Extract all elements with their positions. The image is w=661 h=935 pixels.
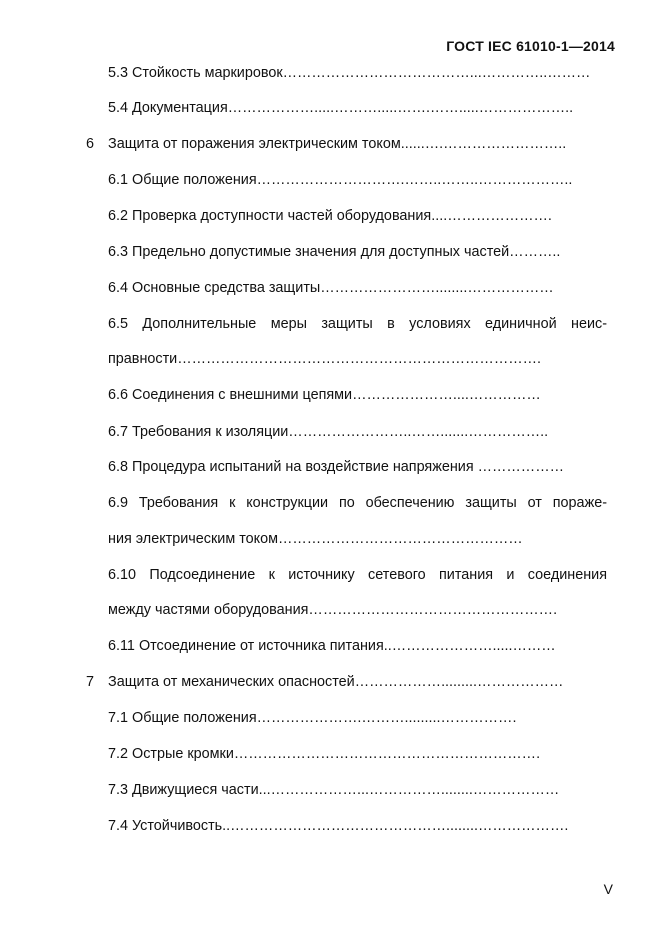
toc-entry-6-7: 6.7 Требования к изоляции……………………..…….......…………….. — [108, 424, 549, 440]
toc-entry-7-4: 7.4 Устойчивость..………………………………………........………………. — [108, 818, 569, 834]
toc-entry-6-11: 6.11 Отсоединение от источника питания..………………….....……… — [108, 638, 556, 654]
toc-entry-6-9: 6.9 Требования к конструкции по обеспечению защиты от пораже- — [108, 495, 607, 511]
toc-entry-7-3: 7.3 Движущиеся части...………………...……………........……………… — [108, 782, 560, 798]
toc-entry-7-2: 7.2 Острые кромки………………………………………………………. — [108, 746, 541, 762]
section-number: 7 — [86, 674, 95, 690]
toc-entry-7-1: 7.1 Общие положения………………….……….........……………. — [108, 710, 517, 726]
page-number: V — [603, 881, 613, 897]
toc-entry-5-3: 5.3 Стойкость маркировок…………………………………...…………..……… — [108, 65, 591, 81]
toc-entry-6-8: 6.8 Процедура испытаний на воздействие напряжения ……………… — [108, 459, 564, 475]
toc-entry-6-1: 6.1 Общие положения………………………….……..……..……………….. — [108, 172, 573, 188]
document-header: ГОСТ IEC 61010-1—2014 — [446, 38, 615, 54]
toc-entry-7 — [86, 673, 607, 691]
toc-entry-6-3: 6.3 Предельно допустимые значения для доступных частей……….. — [108, 244, 561, 260]
toc-entry-5-4: 5.4 Документация……………….....……….....…….…….....……………….. — [108, 100, 574, 116]
toc-entry-6-4: 6.4 Основные средства защиты……………………........……………… — [108, 280, 554, 296]
toc-entry-6-6: 6.6 Соединения с внешними цепями…………………....…………… — [108, 387, 541, 403]
toc-entry-6-10: 6.10 Подсоединение к источнику сетевого питания и соединения — [108, 567, 607, 583]
section-title: Защита от поражения электрическим током......….…………………….. — [108, 136, 567, 152]
toc-entry-6-5-cont: правности…………………………………………………………………. — [108, 351, 541, 367]
toc-entry-6-5: 6.5 Дополнительные меры защиты в условиях единичной неис- — [108, 316, 607, 332]
section-title: Защита от механических опасностей……………….........……………… — [108, 674, 564, 690]
toc-entry-6-2: 6.2 Проверка доступности частей оборудования....…………………. — [108, 208, 552, 224]
section-number: 6 — [86, 136, 95, 152]
toc-entry-6 — [86, 135, 607, 153]
toc-entry-6-10-cont: между частями оборудования……………………………………………. — [108, 602, 558, 618]
toc-entry-6-9-cont: ния электрическим током…………………………………………… — [108, 531, 523, 547]
